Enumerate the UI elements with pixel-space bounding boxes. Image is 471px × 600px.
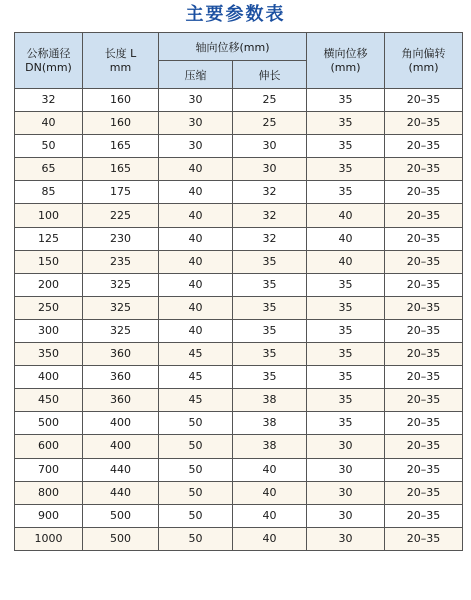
cell-compression: 50 xyxy=(159,435,233,458)
header-unit: DN(mm) xyxy=(25,60,72,74)
cell-extension: 35 xyxy=(233,273,307,296)
cell-extension: 35 xyxy=(233,250,307,273)
cell-extension: 25 xyxy=(233,89,307,112)
cell-compression: 40 xyxy=(159,273,233,296)
cell-lateral: 35 xyxy=(307,366,385,389)
header-unit: (mm) xyxy=(330,60,361,74)
cell-dn: 32 xyxy=(15,89,83,112)
cell-length: 360 xyxy=(83,366,159,389)
header-unit: (mm) xyxy=(408,60,439,74)
cell-angular: 20–35 xyxy=(385,296,463,319)
cell-angular: 20–35 xyxy=(385,458,463,481)
cell-angular: 20–35 xyxy=(385,481,463,504)
table-row xyxy=(15,435,463,458)
cell-length: 165 xyxy=(83,158,159,181)
cell-length: 360 xyxy=(83,343,159,366)
table-row xyxy=(15,273,463,296)
header-unit: mm xyxy=(109,60,132,74)
table-row xyxy=(15,319,463,342)
header-row xyxy=(15,33,463,61)
table-row xyxy=(15,89,463,112)
cell-extension: 35 xyxy=(233,366,307,389)
cell-dn: 900 xyxy=(15,504,83,527)
cell-dn: 125 xyxy=(15,227,83,250)
cell-angular: 20–35 xyxy=(385,227,463,250)
cell-angular: 20–35 xyxy=(385,343,463,366)
cell-length: 160 xyxy=(83,112,159,135)
cell-compression: 40 xyxy=(159,227,233,250)
cell-extension: 40 xyxy=(233,458,307,481)
cell-lateral: 30 xyxy=(307,435,385,458)
cell-angular: 20–35 xyxy=(385,158,463,181)
cell-compression: 40 xyxy=(159,319,233,342)
cell-lateral: 30 xyxy=(307,458,385,481)
cell-angular: 20–35 xyxy=(385,181,463,204)
table-row xyxy=(15,366,463,389)
table-row xyxy=(15,112,463,135)
cell-lateral: 30 xyxy=(307,481,385,504)
cell-dn: 50 xyxy=(15,135,83,158)
header-label: 长度 L xyxy=(104,46,137,60)
cell-extension: 35 xyxy=(233,343,307,366)
cell-lateral: 35 xyxy=(307,273,385,296)
cell-compression: 40 xyxy=(159,158,233,181)
table-row xyxy=(15,158,463,181)
cell-extension: 38 xyxy=(233,412,307,435)
cell-compression: 40 xyxy=(159,204,233,227)
cell-lateral: 35 xyxy=(307,135,385,158)
cell-angular: 20–35 xyxy=(385,204,463,227)
cell-lateral: 40 xyxy=(307,204,385,227)
cell-dn: 350 xyxy=(15,343,83,366)
header-angular-deflection xyxy=(385,33,463,89)
cell-dn: 400 xyxy=(15,366,83,389)
cell-dn: 200 xyxy=(15,273,83,296)
cell-lateral: 30 xyxy=(307,504,385,527)
cell-dn: 100 xyxy=(15,204,83,227)
cell-compression: 50 xyxy=(159,412,233,435)
cell-compression: 50 xyxy=(159,481,233,504)
cell-compression: 45 xyxy=(159,343,233,366)
cell-compression: 45 xyxy=(159,366,233,389)
table-row xyxy=(15,412,463,435)
cell-length: 325 xyxy=(83,273,159,296)
cell-length: 500 xyxy=(83,504,159,527)
cell-length: 230 xyxy=(83,227,159,250)
cell-length: 400 xyxy=(83,412,159,435)
cell-dn: 500 xyxy=(15,412,83,435)
header-label: 公称通径 xyxy=(26,46,71,60)
cell-angular: 20–35 xyxy=(385,89,463,112)
table-row xyxy=(15,527,463,550)
table-row xyxy=(15,343,463,366)
cell-dn: 250 xyxy=(15,296,83,319)
header-label: 横向位移 xyxy=(323,46,368,60)
cell-dn: 450 xyxy=(15,389,83,412)
cell-length: 440 xyxy=(83,458,159,481)
table-body xyxy=(15,89,463,551)
cell-compression: 40 xyxy=(159,296,233,319)
cell-angular: 20–35 xyxy=(385,319,463,342)
cell-angular: 20–35 xyxy=(385,112,463,135)
cell-extension: 30 xyxy=(233,135,307,158)
cell-lateral: 35 xyxy=(307,112,385,135)
cell-dn: 600 xyxy=(15,435,83,458)
cell-compression: 45 xyxy=(159,389,233,412)
cell-compression: 30 xyxy=(159,112,233,135)
cell-angular: 20–35 xyxy=(385,504,463,527)
cell-lateral: 35 xyxy=(307,89,385,112)
cell-lateral: 35 xyxy=(307,319,385,342)
cell-angular: 20–35 xyxy=(385,250,463,273)
cell-angular: 20–35 xyxy=(385,389,463,412)
cell-lateral: 35 xyxy=(307,343,385,366)
cell-length: 360 xyxy=(83,389,159,412)
cell-extension: 32 xyxy=(233,181,307,204)
cell-extension: 40 xyxy=(233,481,307,504)
cell-lateral: 30 xyxy=(307,527,385,550)
cell-lateral: 35 xyxy=(307,412,385,435)
cell-compression: 30 xyxy=(159,135,233,158)
cell-lateral: 35 xyxy=(307,181,385,204)
page-title: 主要参数表 xyxy=(185,4,286,25)
header-nominal-diameter xyxy=(15,33,83,89)
cell-dn: 700 xyxy=(15,458,83,481)
watermark: www.tooopen.com xyxy=(268,570,376,581)
cell-compression: 40 xyxy=(159,250,233,273)
cell-lateral: 40 xyxy=(307,250,385,273)
cell-dn: 85 xyxy=(15,181,83,204)
header-extension: 伸长 xyxy=(233,61,307,89)
cell-extension: 30 xyxy=(233,158,307,181)
cell-length: 325 xyxy=(83,319,159,342)
cell-compression: 50 xyxy=(159,527,233,550)
table-row xyxy=(15,250,463,273)
cell-lateral: 35 xyxy=(307,158,385,181)
cell-angular: 20–35 xyxy=(385,412,463,435)
cell-length: 325 xyxy=(83,296,159,319)
cell-length: 440 xyxy=(83,481,159,504)
cell-extension: 32 xyxy=(233,204,307,227)
cell-dn: 300 xyxy=(15,319,83,342)
cell-angular: 20–35 xyxy=(385,435,463,458)
cell-length: 225 xyxy=(83,204,159,227)
cell-angular: 20–35 xyxy=(385,527,463,550)
cell-compression: 50 xyxy=(159,458,233,481)
cell-extension: 38 xyxy=(233,435,307,458)
cell-extension: 38 xyxy=(233,389,307,412)
cell-length: 235 xyxy=(83,250,159,273)
cell-angular: 20–35 xyxy=(385,366,463,389)
table-row xyxy=(15,504,463,527)
header-length xyxy=(83,33,159,89)
table-row xyxy=(15,135,463,158)
cell-extension: 40 xyxy=(233,504,307,527)
cell-extension: 25 xyxy=(233,112,307,135)
cell-dn: 1000 xyxy=(15,527,83,550)
cell-dn: 800 xyxy=(15,481,83,504)
cell-extension: 35 xyxy=(233,319,307,342)
cell-length: 160 xyxy=(83,89,159,112)
parameter-table xyxy=(14,32,463,551)
cell-length: 175 xyxy=(83,181,159,204)
cell-compression: 30 xyxy=(159,89,233,112)
cell-angular: 20–35 xyxy=(385,273,463,296)
header-label: 角向偏转 xyxy=(401,46,446,60)
cell-length: 500 xyxy=(83,527,159,550)
cell-length: 400 xyxy=(83,435,159,458)
cell-dn: 65 xyxy=(15,158,83,181)
table-row xyxy=(15,458,463,481)
cell-lateral: 40 xyxy=(307,227,385,250)
cell-angular: 20–35 xyxy=(385,135,463,158)
cell-length: 165 xyxy=(83,135,159,158)
table-row xyxy=(15,227,463,250)
table-row xyxy=(15,181,463,204)
table-row xyxy=(15,481,463,504)
cell-compression: 40 xyxy=(159,181,233,204)
header-axial-displacement: 轴向位移(mm) xyxy=(159,33,307,61)
cell-lateral: 35 xyxy=(307,296,385,319)
header-compression: 压缩 xyxy=(159,61,233,89)
table-row xyxy=(15,204,463,227)
table-row xyxy=(15,296,463,319)
cell-extension: 40 xyxy=(233,527,307,550)
cell-lateral: 35 xyxy=(307,389,385,412)
cell-extension: 35 xyxy=(233,296,307,319)
cell-compression: 50 xyxy=(159,504,233,527)
table-row xyxy=(15,389,463,412)
cell-extension: 32 xyxy=(233,227,307,250)
cell-dn: 40 xyxy=(15,112,83,135)
header-lateral-displacement xyxy=(307,33,385,89)
cell-dn: 150 xyxy=(15,250,83,273)
